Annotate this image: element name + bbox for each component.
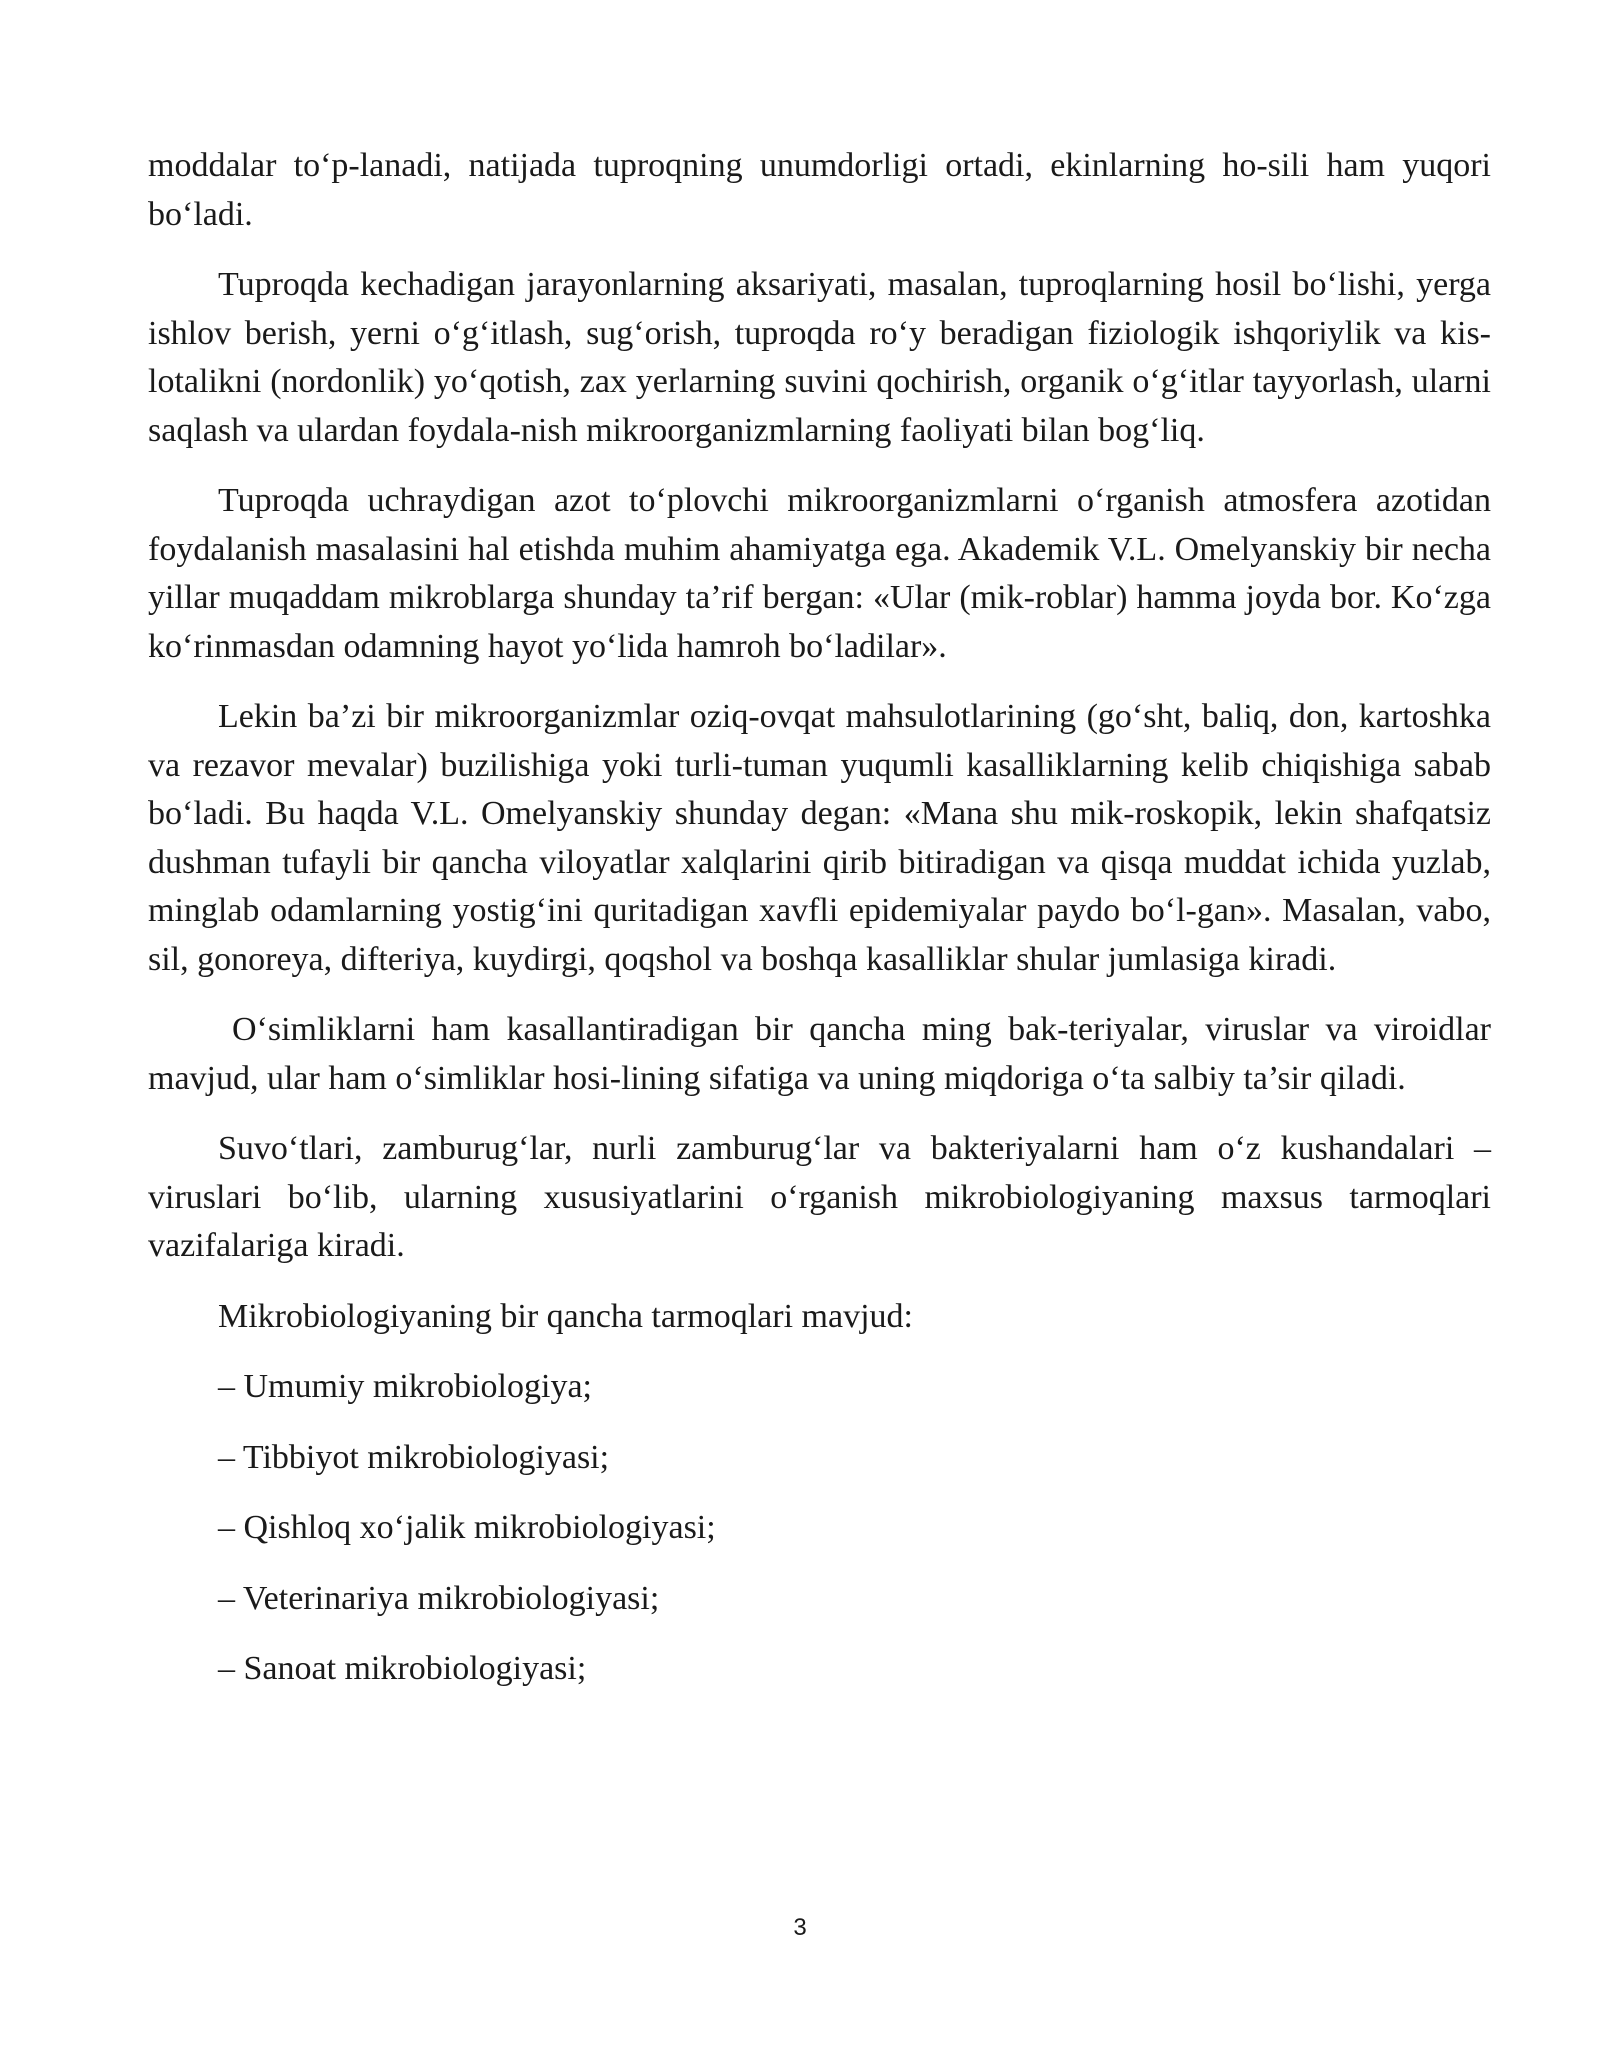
page-body bbox=[148, 142, 1491, 1716]
paragraph-harmful-microorganisms: Lekin ba’zi bir mikroorganizmlar oziq-ovqat mahsulotlarining (go‘sht, baliq, don, kartoshka va rezavor mevalar) buzilishiga yoki turli-tuman yuqumli kasalliklarning kelib chiqishiga sabab bo‘ladi. Bu haqda V.L. Omelyanskiy shunday degan: «Mana shu mik-roskopik, lekin shafqatsiz dushman tufayli bir qancha viloyatlar xalqlarini qirib bitiradigan va qisqa muddat ichida yuzlab, minglab odamlarning yostig‘ini quritadigan xavfli epidemiyalar paydo bo‘l-gan». Masalan, vabo, sil, gonoreya, difteriya, kuydirgi, qoqshol va boshqa kasalliklar shular jumlasiga kiradi. bbox=[148, 698, 1491, 978]
list-item: – Umumiy mikrobiologiya; bbox=[218, 1368, 592, 1405]
paragraph-plant-diseases: O‘simliklarni ham kasallantiradigan bir qancha ming bak-teriyalar, viruslar va viroidlar mavjud, ular ham o‘simliklar hosi-lining sifatiga va uning miqdoriga o‘ta salbiy ta’sir qiladi. bbox=[148, 1011, 1491, 1097]
list-item: – Tibbiyot mikrobiologiyasi; bbox=[218, 1438, 610, 1476]
list-item: – Veterinariya mikrobiologiyasi; bbox=[218, 1579, 660, 1617]
paragraph-viruses: Suvo‘tlari, zamburug‘lar, nurli zamburug‘lar va bakteriyalarni ham o‘z kushandalari – viruslari bo‘lib, ularning xususiyatlarini o‘rganish mikrobiologiyaning maxsus tarmoqlari vazifalariga kiradi. bbox=[148, 1130, 1491, 1264]
list-item: – Sanoat mikrobiologiyasi; bbox=[218, 1650, 587, 1687]
branches-list bbox=[148, 1363, 1491, 1694]
paragraph-soil-processes: Tuproqda kechadigan jarayonlarning aksariyati, masalan, tuproqlarning hosil bo‘lishi, yerga ishlov berish, yerni o‘g‘itlash, sug‘orish, tuproqda ro‘y beradigan fiziologik ishqoriylik va kis-lotalikni (nordonlik) yo‘qotish, zax yerlarning suvini qochirish, organik o‘g‘itlar tayyorlash, ularni saqlash va ulardan foydala-nish mikroorganizmlarning faoliyati bilan bog‘liq. bbox=[148, 266, 1491, 449]
page-number: 3 bbox=[793, 1914, 807, 1941]
list-intro: Mikrobiologiyaning bir qancha tarmoqlari mavjud: bbox=[218, 1297, 913, 1335]
paragraph-nitrogen-fixing: Tuproqda uchraydigan azot to‘plovchi mikroorganizmlarni o‘rganish atmosfera azotidan foydalanish masalasini hal etishda muhim ahamiyatga ega. Akademik V.L. Omelyanskiy bir necha yillar muqaddam mikroblarga shunday ta’rif bergan: «Ular (mik-roblar) hamma joyda bor. Ko‘zga ko‘rinmasdan odamning hayot yo‘lida hamroh bo‘ladilar». bbox=[148, 482, 1491, 665]
list-item: – Qishloq xo‘jalik mikrobiologiyasi; bbox=[218, 1509, 716, 1546]
paragraph-continuation: moddalar to‘p-lanadi, natijada tuproqning unumdorligi ortadi, ekinlarning ho-sili ham yuqori bo‘ladi. bbox=[148, 147, 1491, 233]
